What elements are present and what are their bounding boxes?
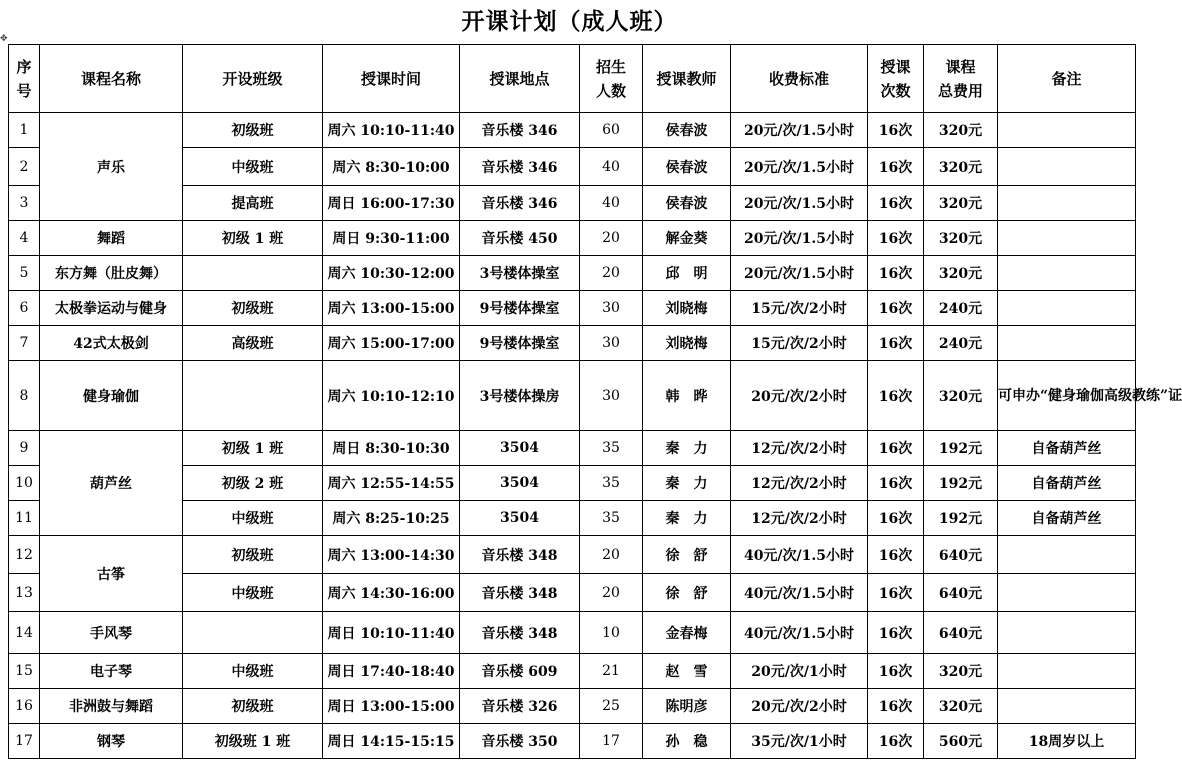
cell-course-taichi-fitness: 太极拳运动与健身 <box>40 291 183 326</box>
header-course: 课程名称 <box>40 45 183 113</box>
cell-enroll: 20 <box>580 536 643 574</box>
cell-total: 320元 <box>924 221 998 256</box>
cell-teacher: 赵 雪 <box>643 654 731 689</box>
cell-level: 初级班 <box>183 689 323 724</box>
table-row <box>9 431 1136 466</box>
cell-seq: 8 <box>9 361 40 431</box>
header-seq-line2: 号 <box>16 81 32 100</box>
cell-note: 自备葫芦丝 <box>998 466 1136 501</box>
course-plan-table <box>8 44 1182 759</box>
cell-place: 音乐楼 346 <box>460 186 580 221</box>
cell-fee: 15元/次/2小时 <box>731 291 868 326</box>
cell-note <box>998 148 1136 186</box>
cell-enroll: 25 <box>580 689 643 724</box>
cell-seq: 5 <box>9 256 40 291</box>
cell-teacher: 秦 力 <box>643 466 731 501</box>
cell-course-african-drum: 非洲鼓与舞蹈 <box>40 689 183 724</box>
cell-note <box>998 536 1136 574</box>
cell-count: 16次 <box>868 654 924 689</box>
cell-enroll: 21 <box>580 654 643 689</box>
cell-count: 16次 <box>868 148 924 186</box>
header-note: 备注 <box>998 45 1136 113</box>
cell-teacher: 秦 力 <box>643 501 731 536</box>
cell-place: 音乐楼 609 <box>460 654 580 689</box>
cell-total: 320元 <box>924 186 998 221</box>
cell-total: 640元 <box>924 612 998 654</box>
cell-fee: 40元/次/1.5小时 <box>731 612 868 654</box>
cell-total: 192元 <box>924 466 998 501</box>
cell-teacher: 刘晓梅 <box>643 326 731 361</box>
cell-enroll: 35 <box>580 466 643 501</box>
cell-count: 16次 <box>868 466 924 501</box>
cell-course-guzheng: 古筝 <box>40 536 183 612</box>
cell-level: 初级班 <box>183 291 323 326</box>
cell-count: 16次 <box>868 501 924 536</box>
cell-place: 9号楼体操室 <box>460 326 580 361</box>
cell-level: 初级班 <box>183 536 323 574</box>
header-time: 授课时间 <box>323 45 460 113</box>
cell-fee: 35元/次/1小时 <box>731 724 868 759</box>
header-count-line1: 授课 <box>880 57 911 76</box>
cell-place: 音乐楼 346 <box>460 148 580 186</box>
cell-teacher: 刘晓梅 <box>643 291 731 326</box>
cell-total: 192元 <box>924 501 998 536</box>
cell-note <box>998 574 1136 612</box>
cell-seq: 9 <box>9 431 40 466</box>
table-row <box>9 689 1136 724</box>
cell-enroll: 35 <box>580 431 643 466</box>
cell-time: 周六 12:55-14:55 <box>323 466 460 501</box>
table-row <box>9 113 1136 148</box>
cell-seq: 15 <box>9 654 40 689</box>
cell-count: 16次 <box>868 186 924 221</box>
table-row <box>9 612 1136 654</box>
cell-enroll: 20 <box>580 574 643 612</box>
cell-count: 16次 <box>868 574 924 612</box>
cell-fee: 12元/次/2小时 <box>731 501 868 536</box>
cell-place: 音乐楼 350 <box>460 724 580 759</box>
cell-time: 周日 14:15-15:15 <box>323 724 460 759</box>
header-total-line2: 总费用 <box>937 81 983 100</box>
cell-count: 16次 <box>868 431 924 466</box>
cell-note <box>998 689 1136 724</box>
table-row <box>9 654 1136 689</box>
cell-enroll: 60 <box>580 113 643 148</box>
cell-count: 16次 <box>868 689 924 724</box>
cell-total: 640元 <box>924 574 998 612</box>
cell-level <box>183 612 323 654</box>
cell-total: 240元 <box>924 326 998 361</box>
cell-level: 初级 2 班 <box>183 466 323 501</box>
cell-count: 16次 <box>868 113 924 148</box>
cell-place: 音乐楼 450 <box>460 221 580 256</box>
cell-count: 16次 <box>868 536 924 574</box>
cell-count: 16次 <box>868 256 924 291</box>
cell-level <box>183 256 323 291</box>
cell-seq: 3 <box>9 186 40 221</box>
cell-course-accordion: 手风琴 <box>40 612 183 654</box>
header-teacher: 授课教师 <box>643 45 731 113</box>
table-row <box>9 361 1136 431</box>
cell-fee: 20元/次/2小时 <box>731 361 868 431</box>
cell-level: 中级班 <box>183 148 323 186</box>
cell-note <box>998 256 1136 291</box>
cell-seq: 16 <box>9 689 40 724</box>
cell-note <box>998 291 1136 326</box>
cell-fee: 20元/次/1.5小时 <box>731 113 868 148</box>
cell-seq: 17 <box>9 724 40 759</box>
cell-fee: 12元/次/2小时 <box>731 431 868 466</box>
cell-place: 音乐楼 348 <box>460 612 580 654</box>
cell-level: 初级 1 班 <box>183 431 323 466</box>
cell-count: 16次 <box>868 361 924 431</box>
cell-enroll: 30 <box>580 326 643 361</box>
cell-enroll: 20 <box>580 221 643 256</box>
cell-total: 320元 <box>924 256 998 291</box>
cell-time: 周日 9:30-11:00 <box>323 221 460 256</box>
cell-fee: 40元/次/1.5小时 <box>731 574 868 612</box>
cell-place: 3504 <box>460 501 580 536</box>
cell-level: 提高班 <box>183 186 323 221</box>
cell-time: 周六 10:10-11:40 <box>323 113 460 148</box>
cell-fee: 20元/次/1小时 <box>731 654 868 689</box>
table-row <box>9 291 1136 326</box>
cell-total: 320元 <box>924 689 998 724</box>
table-row <box>9 536 1136 574</box>
cell-level: 高级班 <box>183 326 323 361</box>
cell-enroll: 30 <box>580 291 643 326</box>
cell-seq: 6 <box>9 291 40 326</box>
cell-total: 560元 <box>924 724 998 759</box>
cell-enroll: 40 <box>580 186 643 221</box>
cell-note <box>998 221 1136 256</box>
cell-teacher: 侯春波 <box>643 113 731 148</box>
cell-course-piano: 钢琴 <box>40 724 183 759</box>
cell-time: 周六 10:30-12:00 <box>323 256 460 291</box>
cell-place: 音乐楼 346 <box>460 113 580 148</box>
header-fee: 收费标准 <box>731 45 868 113</box>
cell-course-belly-dance: 东方舞（肚皮舞） <box>40 256 183 291</box>
cell-teacher: 侯春波 <box>643 186 731 221</box>
table-row <box>9 256 1136 291</box>
cell-level: 初级班 1 班 <box>183 724 323 759</box>
page-title: 开课计划（成人班） <box>461 8 678 35</box>
cell-enroll: 17 <box>580 724 643 759</box>
cell-course-taichi-sword: 42式太极剑 <box>40 326 183 361</box>
header-place: 授课地点 <box>460 45 580 113</box>
table-row <box>9 221 1136 256</box>
cell-fee: 20元/次/1.5小时 <box>731 256 868 291</box>
cell-fee: 20元/次/1.5小时 <box>731 148 868 186</box>
cell-level <box>183 361 323 431</box>
cell-course-hulusi: 葫芦丝 <box>40 431 183 536</box>
header-row <box>9 45 1136 113</box>
cell-time: 周六 8:25-10:25 <box>323 501 460 536</box>
cell-count: 16次 <box>868 724 924 759</box>
header-count <box>868 45 924 113</box>
cell-place: 音乐楼 326 <box>460 689 580 724</box>
cell-time: 周日 13:00-15:00 <box>323 689 460 724</box>
header-total <box>924 45 998 113</box>
header-total-line1: 课程 <box>945 57 976 76</box>
cell-time: 周日 17:40-18:40 <box>323 654 460 689</box>
header-seq-line1: 序 <box>16 57 32 76</box>
cell-fee: 20元/次/1.5小时 <box>731 221 868 256</box>
header-enroll <box>580 45 643 113</box>
cell-time: 周日 8:30-10:30 <box>323 431 460 466</box>
header-enroll-line1: 招生 <box>595 57 626 76</box>
cell-fee: 20元/次/2小时 <box>731 689 868 724</box>
cell-place: 3号楼体操房 <box>460 361 580 431</box>
cell-time: 周六 8:30-10:00 <box>323 148 460 186</box>
header-seq <box>9 45 40 113</box>
cell-teacher: 徐 舒 <box>643 574 731 612</box>
cell-fee: 15元/次/2小时 <box>731 326 868 361</box>
cell-place: 9号楼体操室 <box>460 291 580 326</box>
cell-course-vocal: 声乐 <box>40 113 183 221</box>
cell-enroll: 40 <box>580 148 643 186</box>
cell-seq: 11 <box>9 501 40 536</box>
cell-count: 16次 <box>868 612 924 654</box>
cell-total: 640元 <box>924 536 998 574</box>
cell-teacher: 孙 稳 <box>643 724 731 759</box>
cell-note <box>998 186 1136 221</box>
cell-count: 16次 <box>868 291 924 326</box>
cell-count: 16次 <box>868 326 924 361</box>
cell-count: 16次 <box>868 221 924 256</box>
cell-teacher: 徐 舒 <box>643 536 731 574</box>
cell-time: 周日 10:10-11:40 <box>323 612 460 654</box>
cell-note <box>998 113 1136 148</box>
cell-time: 周六 15:00-17:00 <box>323 326 460 361</box>
cell-enroll: 35 <box>580 501 643 536</box>
table-row <box>9 326 1136 361</box>
cell-course-yoga: 健身瑜伽 <box>40 361 183 431</box>
cell-note <box>998 612 1136 654</box>
cell-total: 192元 <box>924 431 998 466</box>
cell-time: 周日 16:00-17:30 <box>323 186 460 221</box>
cell-total: 320元 <box>924 361 998 431</box>
cell-place: 音乐楼 348 <box>460 536 580 574</box>
cell-place: 3号楼体操室 <box>460 256 580 291</box>
cell-fee: 40元/次/1.5小时 <box>731 536 868 574</box>
cell-level: 初级班 <box>183 113 323 148</box>
cell-seq: 13 <box>9 574 40 612</box>
cell-enroll: 20 <box>580 256 643 291</box>
cell-fee: 20元/次/1.5小时 <box>731 186 868 221</box>
cell-seq: 10 <box>9 466 40 501</box>
cell-time: 周六 14:30-16:00 <box>323 574 460 612</box>
cell-fee: 12元/次/2小时 <box>731 466 868 501</box>
cell-time: 周六 13:00-15:00 <box>323 291 460 326</box>
cell-enroll: 30 <box>580 361 643 431</box>
cell-place: 3504 <box>460 466 580 501</box>
cell-total: 320元 <box>924 148 998 186</box>
cell-total: 320元 <box>924 654 998 689</box>
cell-teacher: 邱 明 <box>643 256 731 291</box>
cell-course-dance: 舞蹈 <box>40 221 183 256</box>
header-level: 开设班级 <box>183 45 323 113</box>
cell-seq: 4 <box>9 221 40 256</box>
cell-note: 自备葫芦丝 <box>998 431 1136 466</box>
cell-total: 320元 <box>924 113 998 148</box>
cell-seq: 14 <box>9 612 40 654</box>
move-anchor-icon[interactable]: ✥ <box>0 34 8 44</box>
cell-note <box>998 326 1136 361</box>
cell-level: 中级班 <box>183 574 323 612</box>
cell-seq: 2 <box>9 148 40 186</box>
cell-teacher: 金春梅 <box>643 612 731 654</box>
cell-note <box>998 654 1136 689</box>
cell-teacher: 侯春波 <box>643 148 731 186</box>
header-count-line2: 次数 <box>880 81 911 100</box>
cell-level: 初级 1 班 <box>183 221 323 256</box>
header-enroll-line2: 人数 <box>595 81 626 100</box>
cell-seq: 1 <box>9 113 40 148</box>
cell-place: 3504 <box>460 431 580 466</box>
cell-course-keyboard: 电子琴 <box>40 654 183 689</box>
cell-time: 周六 10:10-12:10 <box>323 361 460 431</box>
cell-place: 音乐楼 348 <box>460 574 580 612</box>
cell-teacher: 陈明彦 <box>643 689 731 724</box>
cell-seq: 7 <box>9 326 40 361</box>
cell-teacher: 解金葵 <box>643 221 731 256</box>
cell-note: 18周岁以上 <box>998 724 1136 759</box>
cell-level: 中级班 <box>183 501 323 536</box>
cell-note: 自备葫芦丝 <box>998 501 1136 536</box>
cell-total: 240元 <box>924 291 998 326</box>
table-row <box>9 724 1136 759</box>
cell-teacher: 韩 晔 <box>643 361 731 431</box>
cell-enroll: 10 <box>580 612 643 654</box>
cell-teacher: 秦 力 <box>643 431 731 466</box>
cell-seq: 12 <box>9 536 40 574</box>
cell-time: 周六 13:00-14:30 <box>323 536 460 574</box>
cell-note: 可申办“健身瑜伽高级教练”证 <box>998 361 1136 431</box>
cell-level: 中级班 <box>183 654 323 689</box>
